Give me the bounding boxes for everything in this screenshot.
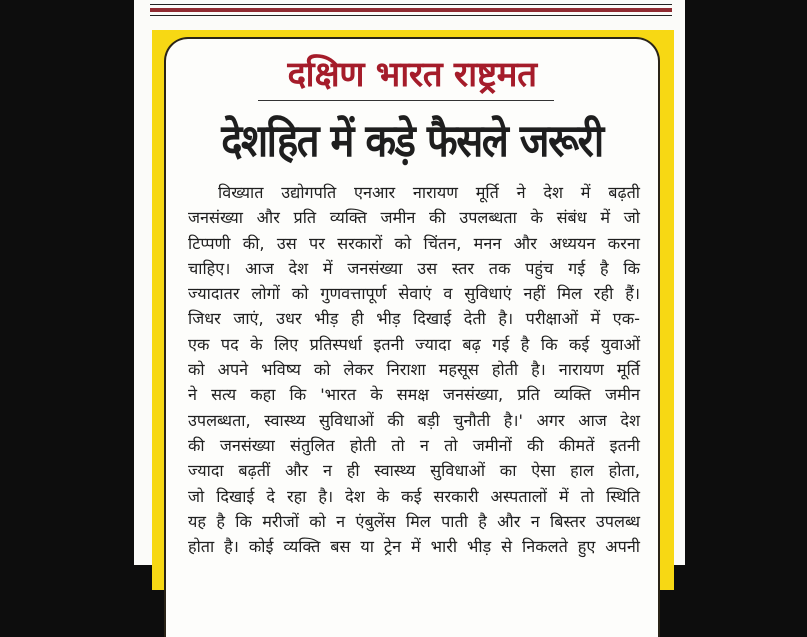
body-line: ज्यादा बढ़तीं और न ही स्वास्थ्य सुविधाओं का ऐसा हाल होता, <box>188 461 640 481</box>
masthead: दक्षिण भारत राष्ट्रमत <box>287 55 537 95</box>
body-line: टिप्पणी की, उस पर सरकारों को चिंतन, मनन और अध्ययन करना <box>188 233 640 253</box>
top-rule-thin-lower <box>150 15 672 16</box>
body-line: ने सत्य कहा कि 'भारत के समक्ष जनसंख्या, प्रति व्यक्ति जमीन <box>188 385 640 405</box>
body-line: की जनसंख्या संतुलित होती तो न तो जमीनों की कीमतें इतनी <box>188 435 640 455</box>
body-line: उपलब्धता, स्वास्थ्य सुविधाओं की बड़ी चुनौती है।' अगर आज देश <box>188 410 640 430</box>
body-line: जिधर जाएं, उधर भीड़ ही भीड़ दिखाई देती है। परीक्षाओं में एक- <box>188 309 640 329</box>
body-line: जनसंख्या और प्रति व्यक्ति जमीन की उपलब्धता के संबंध में जो <box>188 208 640 228</box>
article-panel <box>164 37 660 637</box>
body-line: जो दिखाई दे रहा है। देश के कई सरकारी अस्पतालों में तो स्थिति <box>188 486 640 506</box>
body-line: एक पद के लिए प्रतिस्पर्धा इतनी ज्यादा बढ़ गई है कि कई युवाओं <box>188 334 640 354</box>
body-line: यह है कि मरीजों को न एंबुलेंस मिल पाती है और न बिस्तर उपलब्ध <box>188 511 640 531</box>
article-body <box>188 180 640 559</box>
body-line: को अपने भविष्य को लेकर निराशा महसूस होती है। नारायण मूर्ति <box>188 360 640 380</box>
body-line: ज्यादातर लोगों को गुणवत्तापूर्ण सेवाएं व सुविधाएं नहीं मिल रही हैं। <box>188 284 640 304</box>
headline: देशहित में कड़े फैसले जरूरी <box>221 115 603 168</box>
masthead-divider <box>258 100 554 101</box>
article-frame <box>152 30 674 590</box>
body-line: होता है। कोई व्यक्ति बस या ट्रेन में भारी भीड़ से निकलते हुए अपनी <box>188 537 640 557</box>
top-rule-accent <box>150 8 672 12</box>
top-rule-thin <box>150 4 672 5</box>
body-line: चाहिए। आज देश में जनसंख्या उस स्तर तक पहुंच गई है कि <box>188 258 640 278</box>
newspaper-page <box>134 0 685 565</box>
body-line: विख्यात उद्योगपति एनआर नारायण मूर्ति ने देश में बढ़ती <box>218 183 640 202</box>
